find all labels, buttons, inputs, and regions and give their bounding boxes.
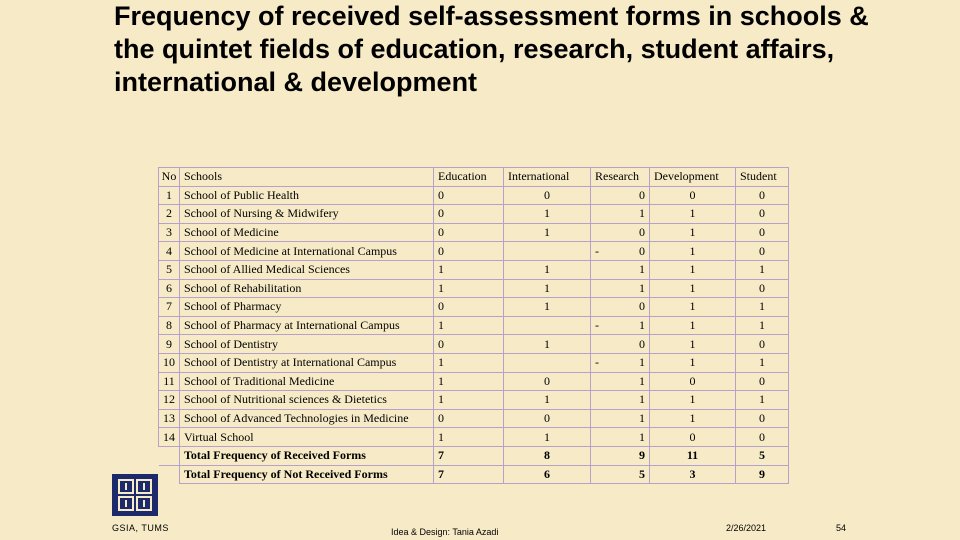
row-development: 0 [650, 372, 736, 391]
row-education: 1 [434, 279, 504, 298]
row-no: 5 [159, 260, 180, 279]
row-student: 0 [736, 223, 789, 242]
row-research [591, 428, 650, 447]
research-value: 1 [639, 373, 645, 388]
row-international: 1 [504, 428, 591, 447]
row-education: 1 [434, 391, 504, 410]
table-row [159, 335, 789, 354]
row-development: 1 [650, 335, 736, 354]
research-value: 1 [639, 392, 645, 407]
total-student: 5 [736, 446, 789, 465]
row-school: School of Dentistry at International Campus [180, 353, 434, 372]
row-development: 1 [650, 298, 736, 317]
research-value: 1 [639, 429, 645, 444]
table-row [159, 316, 789, 335]
row-school: School of Public Health [180, 186, 434, 205]
research-cell-content [595, 354, 645, 371]
row-student: 0 [736, 186, 789, 205]
total-research: 5 [591, 465, 650, 484]
total-international: 8 [504, 446, 591, 465]
row-development: 1 [650, 242, 736, 261]
table-row [159, 353, 789, 372]
row-no: 8 [159, 316, 180, 335]
research-cell-content [595, 243, 645, 260]
row-no: 6 [159, 279, 180, 298]
total-row [159, 446, 789, 465]
row-school: School of Allied Medical Sciences [180, 260, 434, 279]
table-row [159, 298, 789, 317]
row-research [591, 409, 650, 428]
row-research [591, 391, 650, 410]
research-value: 0 [639, 299, 645, 314]
page-number: 54 [836, 523, 847, 533]
row-no: 14 [159, 428, 180, 447]
table-row [159, 279, 789, 298]
row-student: 1 [736, 316, 789, 335]
research-cell-content [595, 336, 645, 353]
row-student: 1 [736, 391, 789, 410]
row-school: School of Medicine [180, 223, 434, 242]
row-education: 0 [434, 409, 504, 428]
header-student: Student [736, 168, 789, 187]
row-student: 0 [736, 279, 789, 298]
header-development: Development [650, 168, 736, 187]
header-research: Research [591, 168, 650, 187]
row-education: 1 [434, 372, 504, 391]
row-school: School of Nutritional sciences & Dietetics [180, 391, 434, 410]
row-research [591, 279, 650, 298]
row-no: 12 [159, 391, 180, 410]
total-development: 11 [650, 446, 736, 465]
research-value: 0 [639, 243, 645, 258]
row-international: 1 [504, 391, 591, 410]
row-no: 4 [159, 242, 180, 261]
row-education: 0 [434, 186, 504, 205]
row-development: 0 [650, 186, 736, 205]
table-header-row [159, 168, 789, 187]
row-school: School of Medicine at International Campus [180, 242, 434, 261]
research-cell-content [595, 261, 645, 278]
research-value: 1 [639, 280, 645, 295]
row-no: 10 [159, 353, 180, 372]
row-research [591, 298, 650, 317]
total-international: 6 [504, 465, 591, 484]
table-row [159, 260, 789, 279]
header-international: International [504, 168, 591, 187]
row-no: 11 [159, 372, 180, 391]
row-education: 0 [434, 335, 504, 354]
row-education: 0 [434, 223, 504, 242]
row-development: 1 [650, 353, 736, 372]
research-dash: - [595, 355, 599, 370]
row-student: 1 [736, 298, 789, 317]
row-student: 0 [736, 428, 789, 447]
row-school: School of Pharmacy [180, 298, 434, 317]
row-international: 0 [504, 186, 591, 205]
research-cell-content [595, 373, 645, 390]
university-logo [112, 474, 158, 516]
row-school: School of Nursing & Midwifery [180, 205, 434, 224]
table-row [159, 391, 789, 410]
row-international [504, 242, 591, 261]
row-no: 2 [159, 205, 180, 224]
row-school: School of Rehabilitation [180, 279, 434, 298]
row-student: 0 [736, 409, 789, 428]
research-value: 0 [639, 225, 645, 240]
header-education: Education [434, 168, 504, 187]
row-education: 1 [434, 260, 504, 279]
footer-credit: Idea & Design: Tania Azadi [391, 527, 499, 537]
research-value: 0 [639, 336, 645, 351]
research-value: 0 [639, 187, 645, 202]
row-education: 1 [434, 353, 504, 372]
research-cell-content [595, 205, 645, 222]
total-education: 7 [434, 446, 504, 465]
total-education: 7 [434, 465, 504, 484]
row-international: 1 [504, 260, 591, 279]
row-research [591, 335, 650, 354]
table-row [159, 205, 789, 224]
research-cell-content [595, 224, 645, 241]
table-row [159, 372, 789, 391]
research-value: 1 [639, 206, 645, 221]
row-no: 9 [159, 335, 180, 354]
total-row [159, 465, 789, 484]
row-international: 1 [504, 298, 591, 317]
row-international [504, 353, 591, 372]
table-row [159, 428, 789, 447]
research-value: 1 [639, 411, 645, 426]
row-international: 0 [504, 372, 591, 391]
total-development: 3 [650, 465, 736, 484]
research-cell-content [595, 429, 645, 446]
row-school: School of Pharmacy at International Campus [180, 316, 434, 335]
research-cell-content [595, 187, 645, 204]
row-education: 0 [434, 242, 504, 261]
total-spacer [159, 465, 180, 484]
table-row [159, 223, 789, 242]
research-cell-content [595, 317, 645, 334]
research-dash: - [595, 243, 599, 258]
row-research [591, 372, 650, 391]
forms-table [158, 167, 789, 484]
row-no: 13 [159, 409, 180, 428]
row-international: 1 [504, 279, 591, 298]
header-schools: Schools [180, 168, 434, 187]
research-cell-content [595, 391, 645, 408]
row-student: 0 [736, 242, 789, 261]
research-value: 1 [639, 318, 645, 333]
row-development: 1 [650, 409, 736, 428]
research-cell-content [595, 410, 645, 427]
row-research [591, 353, 650, 372]
row-development: 1 [650, 391, 736, 410]
row-international [504, 316, 591, 335]
row-research [591, 186, 650, 205]
research-dash: - [595, 318, 599, 333]
table-row [159, 409, 789, 428]
footer-org: GSIA, TUMS [112, 523, 169, 533]
row-school: School of Dentistry [180, 335, 434, 354]
research-value: 1 [639, 355, 645, 370]
row-international: 0 [504, 409, 591, 428]
row-development: 1 [650, 316, 736, 335]
row-research [591, 242, 650, 261]
row-research [591, 316, 650, 335]
row-research [591, 260, 650, 279]
total-research: 9 [591, 446, 650, 465]
row-international: 1 [504, 335, 591, 354]
row-international: 1 [504, 223, 591, 242]
research-cell-content [595, 280, 645, 297]
row-research [591, 223, 650, 242]
row-development: 1 [650, 279, 736, 298]
research-value: 1 [639, 262, 645, 277]
slide-title: Frequency of received self-assessment forms in schools & the quintet fields of education, research, student affairs, international & development [114, 1, 869, 97]
row-no: 7 [159, 298, 180, 317]
row-education: 1 [434, 316, 504, 335]
header-no: No [159, 168, 180, 187]
row-education: 0 [434, 298, 504, 317]
row-school: School of Traditional Medicine [180, 372, 434, 391]
total-label: Total Frequency of Not Received Forms [180, 465, 434, 484]
row-international: 1 [504, 205, 591, 224]
row-student: 0 [736, 335, 789, 354]
row-development: 1 [650, 223, 736, 242]
row-development: 0 [650, 428, 736, 447]
row-school: School of Advanced Technologies in Medicine [180, 409, 434, 428]
row-no: 1 [159, 186, 180, 205]
row-no: 3 [159, 223, 180, 242]
row-education: 1 [434, 428, 504, 447]
row-education: 0 [434, 205, 504, 224]
total-spacer [159, 446, 180, 465]
row-school: Virtual School [180, 428, 434, 447]
table-row [159, 242, 789, 261]
research-cell-content [595, 298, 645, 315]
total-label: Total Frequency of Received Forms [180, 446, 434, 465]
row-student: 0 [736, 372, 789, 391]
row-research [591, 205, 650, 224]
row-development: 1 [650, 205, 736, 224]
row-student: 1 [736, 260, 789, 279]
row-student: 1 [736, 353, 789, 372]
table-row [159, 186, 789, 205]
footer-date: 2/26/2021 [726, 523, 767, 533]
total-student: 9 [736, 465, 789, 484]
row-student: 0 [736, 205, 789, 224]
row-development: 1 [650, 260, 736, 279]
